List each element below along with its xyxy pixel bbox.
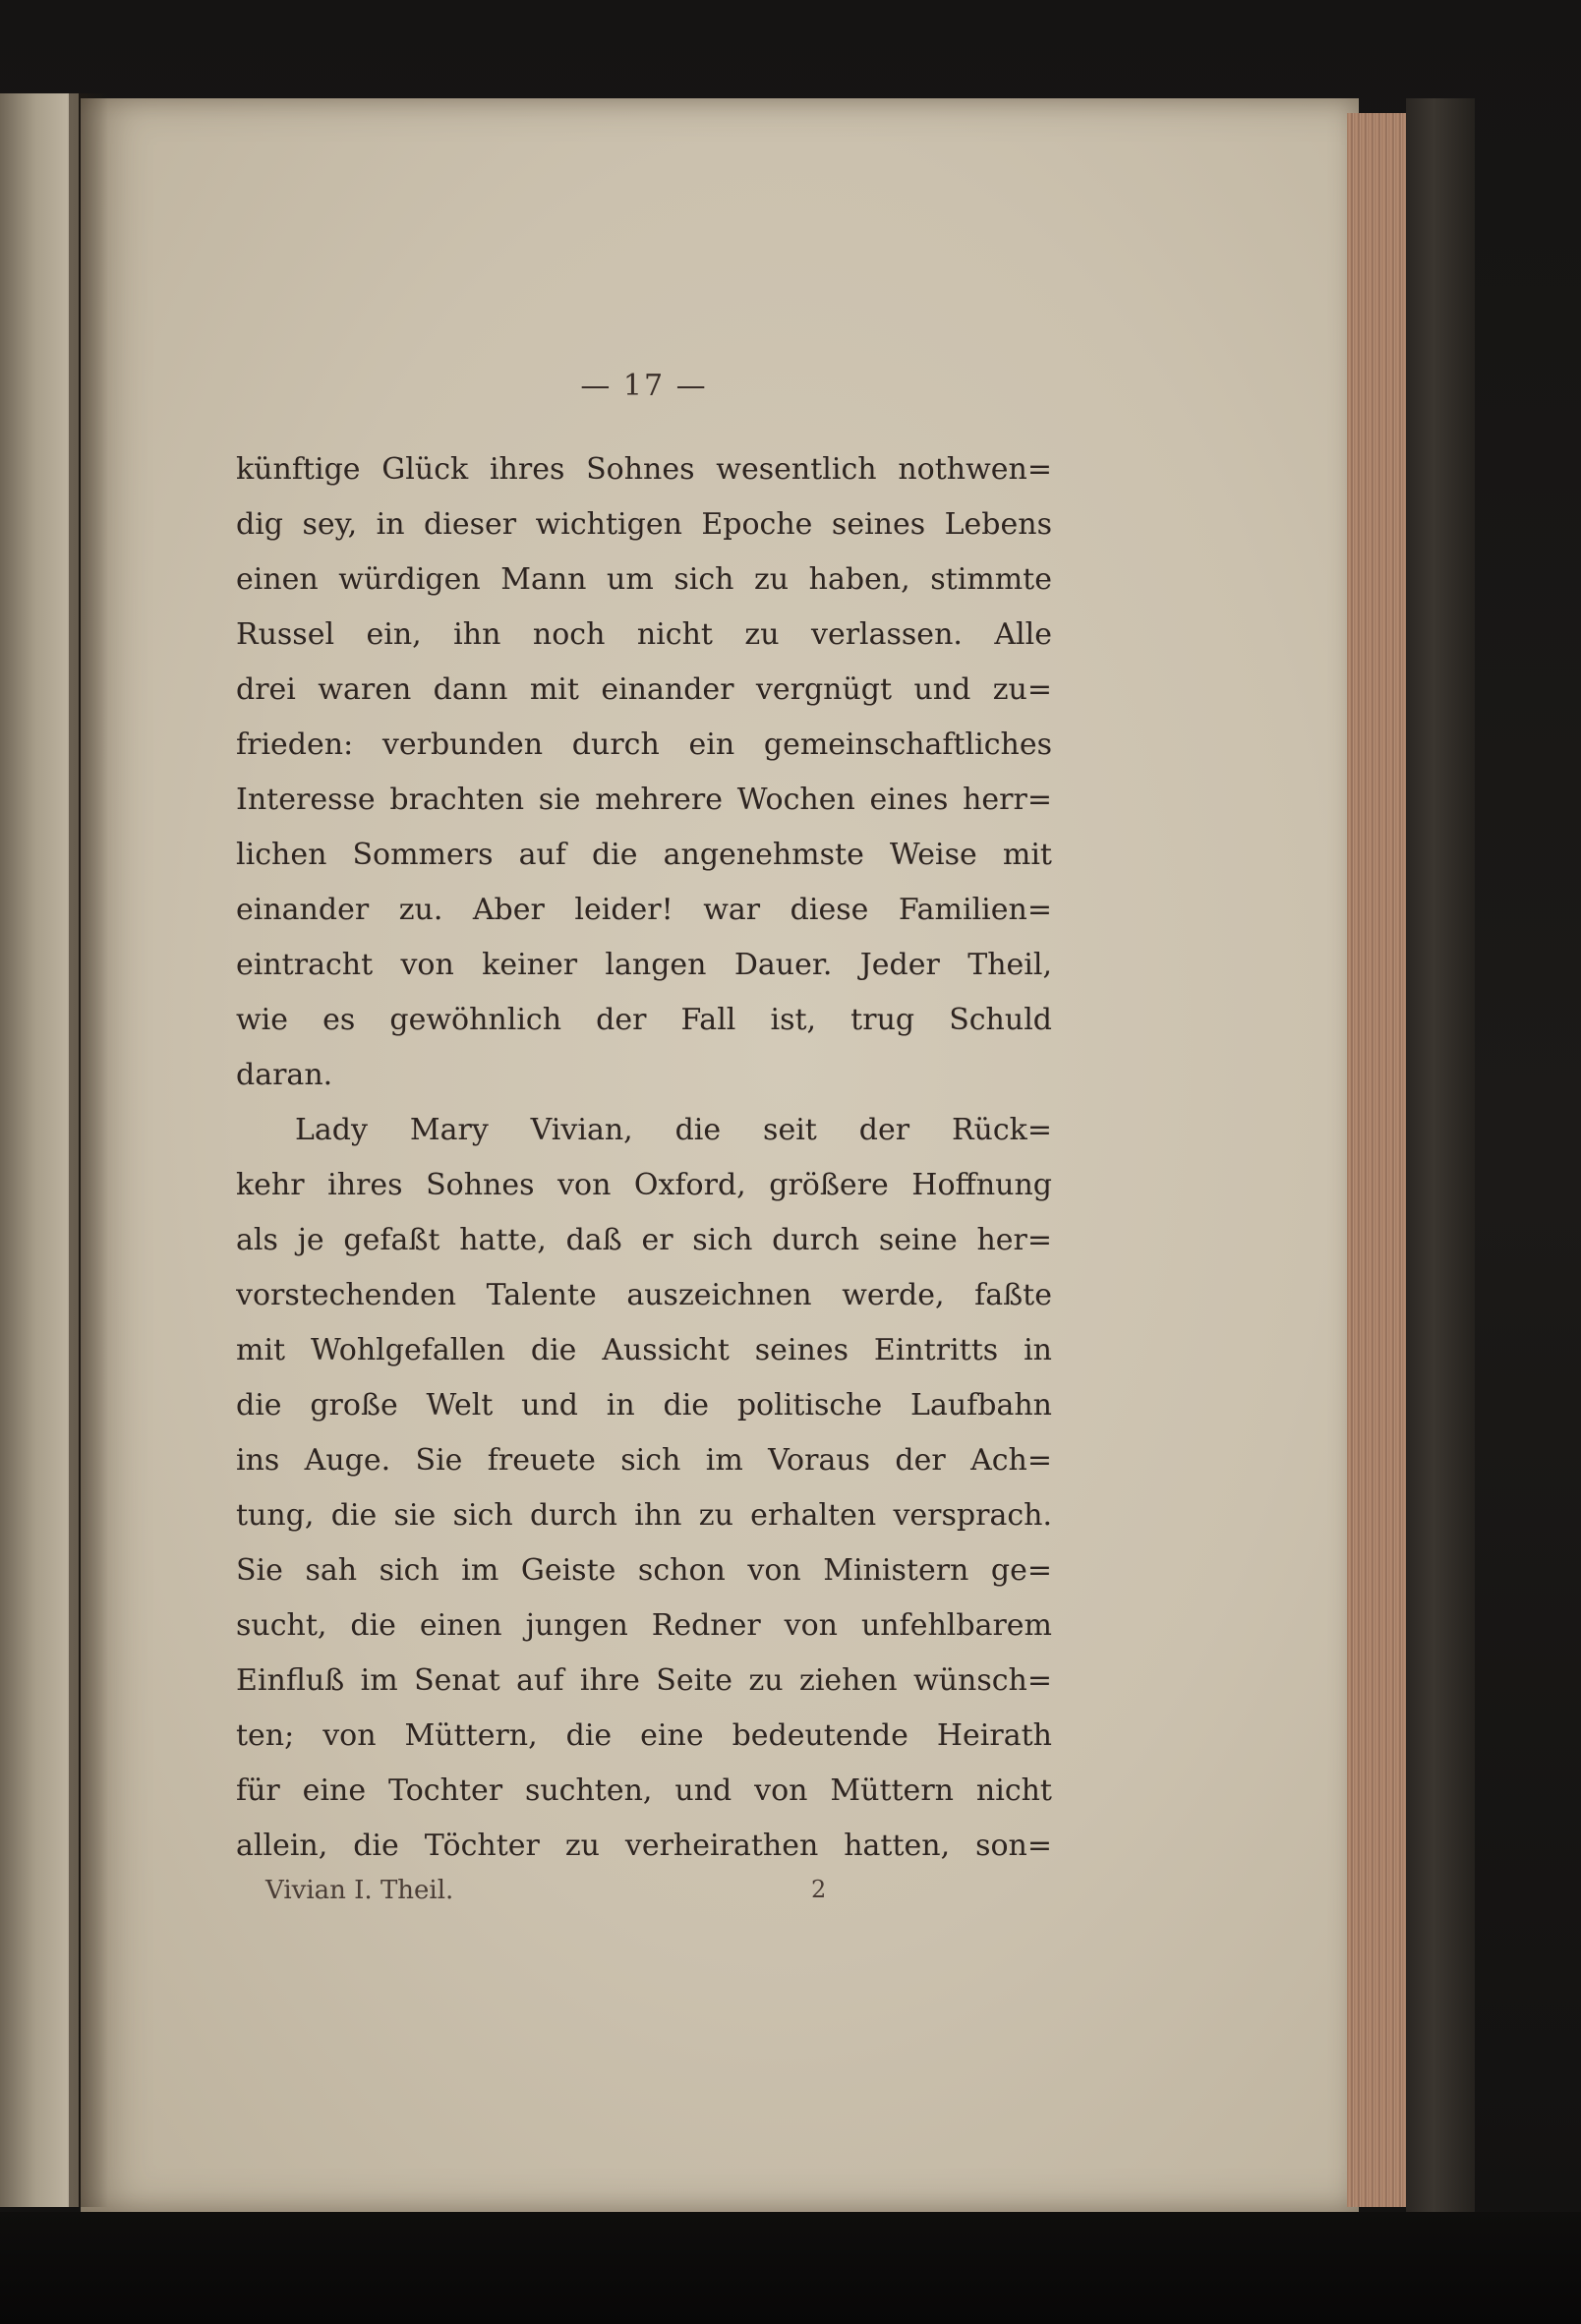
left-page-edge bbox=[0, 93, 79, 2207]
text-line: mit Wohlgefallen die Aussicht seines Eintritts in bbox=[236, 1333, 1052, 1367]
text-line: als je gefaßt hatte, daß er sich durch seine her= bbox=[236, 1223, 1052, 1257]
text-line: eintracht von keiner langen Dauer. Jeder Theil, bbox=[236, 948, 1052, 982]
text-line: einen würdigen Mann um sich zu haben, stimmte bbox=[236, 562, 1052, 597]
text-line: vorstechenden Talente auszeichnen werde, faßte bbox=[236, 1278, 1052, 1312]
text-line: kehr ihres Sohnes von Oxford, größere Hoffnung bbox=[236, 1168, 1052, 1202]
text-line: tung, die sie sich durch ihn zu erhalten versprach. bbox=[236, 1498, 1052, 1533]
text-line: frieden: verbunden durch ein gemeinschaftliches bbox=[236, 727, 1052, 762]
text-line: künftige Glück ihres Sohnes wesentlich nothwen= bbox=[236, 452, 1052, 487]
text-line: wie es gewöhnlich der Fall ist, trug Schuld bbox=[236, 1003, 1052, 1037]
text-line: daran. bbox=[236, 1058, 333, 1092]
text-line: sucht, die einen jungen Redner von unfehlbarem bbox=[236, 1608, 1052, 1643]
text-line: ins Auge. Sie freuete sich im Voraus der Ach= bbox=[236, 1443, 1052, 1478]
text-line: einander zu. Aber leider! war diese Familien= bbox=[236, 893, 1052, 927]
body-text bbox=[236, 442, 1052, 1874]
text-line: drei waren dann mit einander vergnügt und zu= bbox=[236, 672, 1052, 707]
text-line: Russel ein, ihn noch nicht zu verlassen. Alle bbox=[236, 617, 1052, 652]
signature-mark: 2 bbox=[811, 1876, 827, 1903]
text-line: ten; von Müttern, die eine bedeutende Heirath bbox=[236, 1718, 1052, 1753]
text-line: für eine Tochter suchten, und von Müttern nicht bbox=[236, 1773, 1052, 1808]
text-line: die große Welt und in die politische Laufbahn bbox=[236, 1388, 1052, 1423]
gutter-shadow bbox=[69, 93, 108, 2207]
text-line-paragraph-start: Lady Mary Vivian, die seit der Rück= bbox=[295, 1113, 1052, 1147]
footer-title: Vivian I. Theil. bbox=[265, 1876, 454, 1905]
text-line: Sie sah sich im Geiste schon von Ministern ge= bbox=[236, 1553, 1052, 1588]
book-cover-edge bbox=[1406, 98, 1475, 2227]
page-footer bbox=[265, 1876, 855, 1915]
text-line: lichen Sommers auf die angenehmste Weise mit bbox=[236, 838, 1052, 872]
page-block-edge bbox=[1347, 113, 1408, 2207]
text-line: dig sey, in dieser wichtigen Epoche seines Lebens bbox=[236, 507, 1052, 542]
text-line: Einfluß im Senat auf ihre Seite zu ziehen wünsch= bbox=[236, 1663, 1052, 1698]
text-line: allein, die Töchter zu verheirathen hatten, son= bbox=[236, 1829, 1052, 1863]
text-line: Interesse brachten sie mehrere Wochen eines herr= bbox=[236, 783, 1052, 817]
background-bottom bbox=[0, 2212, 1581, 2324]
page-number: — 17 — bbox=[580, 369, 708, 403]
